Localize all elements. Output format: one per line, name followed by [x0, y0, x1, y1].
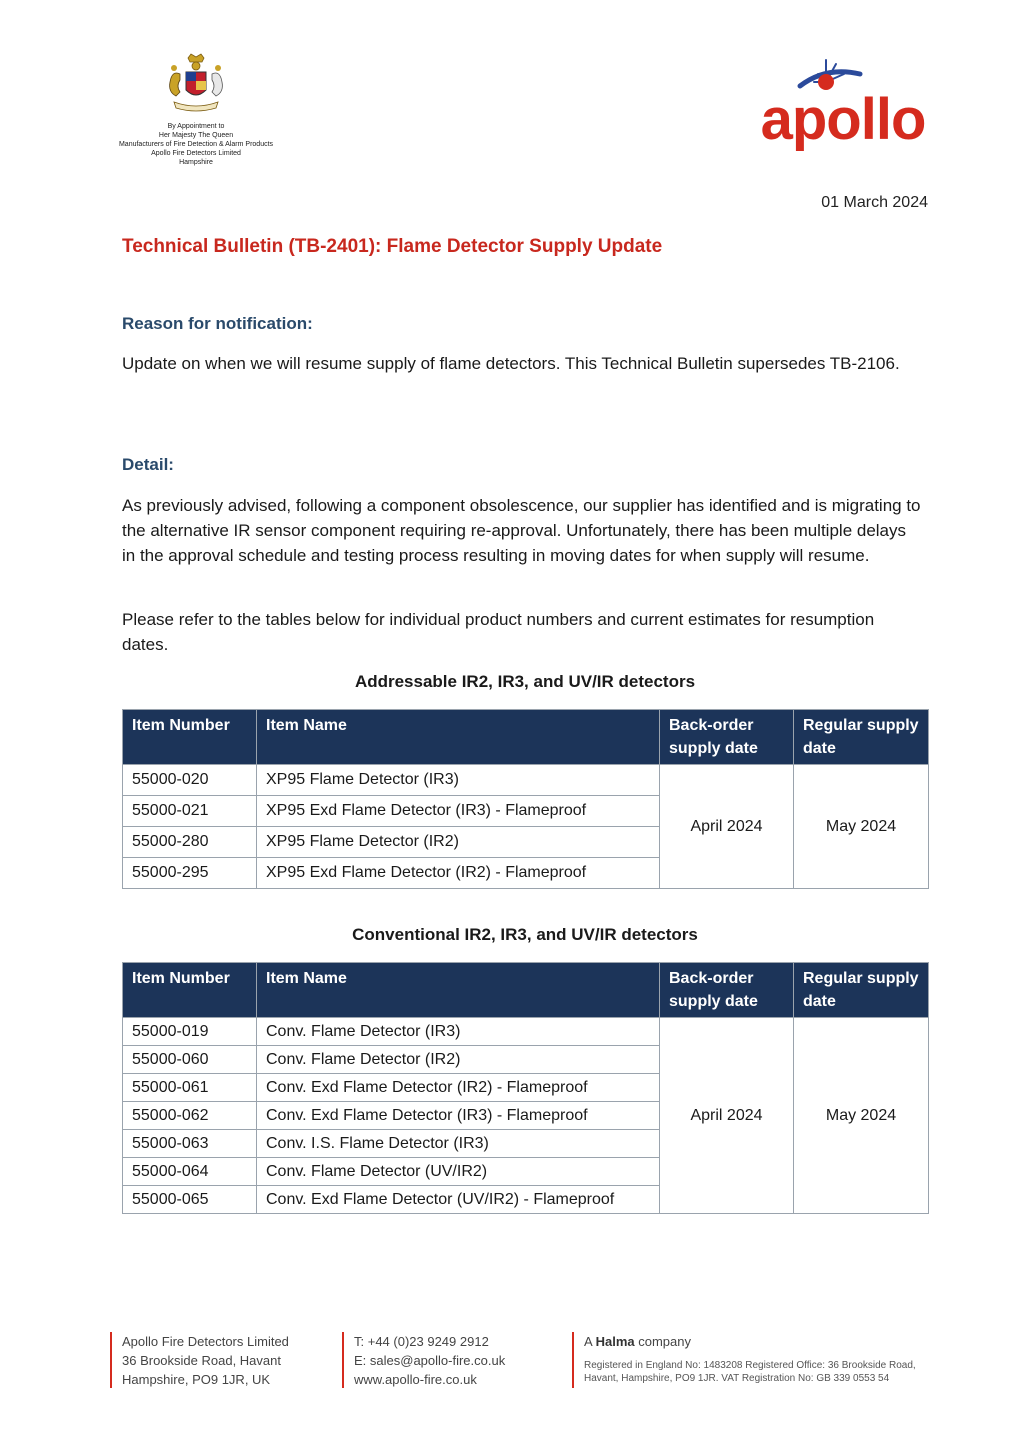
- footer-contact: [342, 1332, 505, 1388]
- col-item-name: Item Name: [257, 963, 660, 1018]
- backorder-date: April 2024: [660, 1018, 794, 1214]
- regular-date: May 2024: [794, 765, 929, 889]
- footer-registration: [572, 1332, 916, 1388]
- col-regular-date: Regular supply date: [794, 963, 929, 1018]
- table-header-row: [123, 963, 929, 1018]
- col-backorder-date: Back-order supply date: [660, 710, 794, 765]
- col-item-name: Item Name: [257, 710, 660, 765]
- item-name: XP95 Exd Flame Detector (IR3) - Flameproof: [257, 796, 660, 827]
- col-item-number: Item Number: [123, 963, 257, 1018]
- bulletin-title: Technical Bulletin (TB-2401): Flame Detector Supply Update: [122, 236, 663, 257]
- backorder-date: April 2024: [660, 765, 794, 889]
- addressable-table: [122, 709, 929, 889]
- registration-line: Havant, Hampshire, PO9 1JR. VAT Registration No: GB 339 0553 54: [584, 1373, 890, 1384]
- item-name: Conv. Exd Flame Detector (IR2) - Flameproof: [257, 1074, 660, 1102]
- item-name: XP95 Flame Detector (IR3): [257, 765, 660, 796]
- item-number: 55000-062: [123, 1102, 257, 1130]
- email-link[interactable]: E: sales@apollo-fire.co.uk: [354, 1353, 506, 1368]
- addressable-table-caption: Addressable IR2, IR3, and UV/IR detectors: [354, 672, 696, 691]
- halma-suffix: company: [638, 1334, 691, 1349]
- table-header-row: [123, 710, 929, 765]
- reason-text: Update on when we will resume supply of flame detectors. This Technical Bulletin supersedes TB-2106.: [122, 354, 900, 373]
- website-link[interactable]: www.apollo-fire.co.uk: [354, 1372, 477, 1387]
- conventional-table-caption: Conventional IR2, IR3, and UV/IR detectors: [352, 925, 698, 944]
- col-item-number: Item Number: [123, 710, 257, 765]
- halma-prefix: A: [584, 1334, 592, 1349]
- item-number: 55000-019: [123, 1018, 257, 1046]
- registration-line: Registered in England No: 1483208 Registered Office: 36 Brookside Road,: [584, 1360, 916, 1371]
- item-number: 55000-020: [123, 765, 257, 796]
- warrant-line: By Appointment to: [167, 123, 225, 130]
- royal-warrant-text: [100, 122, 292, 167]
- address-line: 36 Brookside Road, Havant: [122, 1353, 281, 1368]
- company-name: Apollo Fire Detectors Limited: [122, 1334, 289, 1349]
- table-row: [123, 1018, 929, 1046]
- detail-heading: Detail:: [122, 455, 174, 474]
- item-number: 55000-280: [123, 827, 257, 858]
- halma-name: Halma: [595, 1334, 635, 1349]
- detail-paragraph-2: Please refer to the tables below for individual product numbers and current estimates for resumption dates.: [122, 610, 875, 654]
- item-number: 55000-060: [123, 1046, 257, 1074]
- bulletin-date: 01 March 2024: [821, 194, 928, 211]
- item-name: Conv. I.S. Flame Detector (IR3): [257, 1130, 660, 1158]
- halma-tagline: [584, 1332, 916, 1351]
- warrant-line: Her Majesty The Queen: [158, 132, 234, 139]
- item-name: Conv. Exd Flame Detector (UV/IR2) - Flameproof: [257, 1186, 660, 1214]
- item-number: 55000-063: [123, 1130, 257, 1158]
- reason-heading: Reason for notification:: [122, 314, 313, 333]
- footer-address: [110, 1332, 289, 1388]
- table-row: [123, 765, 929, 796]
- item-name: Conv. Flame Detector (IR3): [257, 1018, 660, 1046]
- warrant-line: Apollo Fire Detectors Limited: [151, 150, 241, 157]
- regular-date: May 2024: [794, 1018, 929, 1214]
- warrant-line: Manufacturers of Fire Detection & Alarm Products: [118, 141, 274, 148]
- item-number: 55000-061: [123, 1074, 257, 1102]
- item-name: Conv. Flame Detector (UV/IR2): [257, 1158, 660, 1186]
- item-number: 55000-021: [123, 796, 257, 827]
- phone-number: T: +44 (0)23 9249 2912: [354, 1334, 489, 1349]
- address-line: Hampshire, PO9 1JR, UK: [122, 1372, 271, 1387]
- footer: [110, 1332, 930, 1392]
- item-name: Conv. Exd Flame Detector (IR3) - Flameproof: [257, 1102, 660, 1130]
- item-name: Conv. Flame Detector (IR2): [257, 1046, 660, 1074]
- item-name: XP95 Flame Detector (IR2): [257, 827, 660, 858]
- royal-crest-icon: [160, 52, 232, 118]
- item-number: 55000-065: [123, 1186, 257, 1214]
- warrant-line: Hampshire: [179, 159, 213, 166]
- item-number: 55000-064: [123, 1158, 257, 1186]
- detail-paragraph-1: As previously advised, following a component obsolescence, our supplier has identified and is migrating to the alternative IR sensor component requiring re-approval. Unfortunately, there has been multiple delays in the approval schedule and testing process resulting in moving dates for when supply will resume.: [122, 496, 921, 565]
- col-regular-date: Regular supply date: [794, 710, 929, 765]
- apollo-logo: apollo: [760, 87, 926, 152]
- item-number: 55000-295: [123, 858, 257, 889]
- col-backorder-date: Back-order supply date: [660, 963, 794, 1018]
- item-name: XP95 Exd Flame Detector (IR2) - Flameproof: [257, 858, 660, 889]
- conventional-table: [122, 962, 929, 1214]
